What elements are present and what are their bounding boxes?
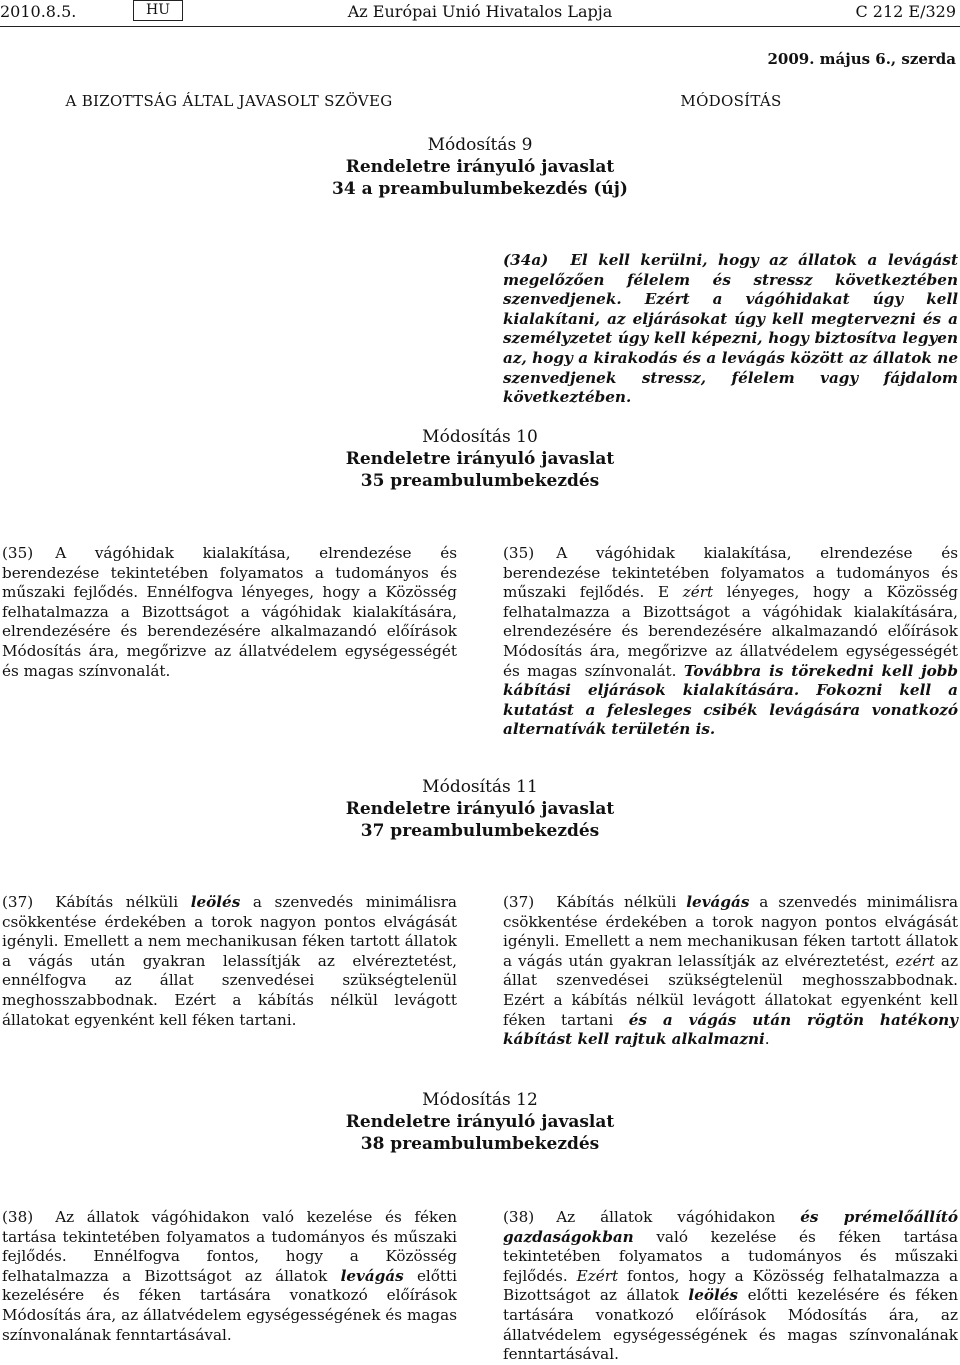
paragraph-number: (38) xyxy=(503,1208,535,1226)
amendment-subtitle: Rendeletre irányuló javaslat xyxy=(345,449,615,469)
column-header-left: A BIZOTTSÁG ÁLTAL JAVASOLT SZÖVEG xyxy=(65,92,393,110)
text-run: Továbbra is törekedni kell jobb kábítási eljárások kialakítására. Fokozni kell a kutatást a felesleges csibék levágására vonatkozó alternatívák területén is. xyxy=(503,661,958,739)
text-run: a szenvedés minimálisra csökkentése érdekében a torok nagyon pontos elvágását igényli. Emellett a nem mechanikusan féken tartott állatok a vágás után gyakran lelassítják az elvéreztetést, xyxy=(503,893,958,970)
text-run: Az állatok vágóhidakon való kezelése és féken tartása tekintetében folyamatos a tudományos és műszaki fejlődés. Ennélfogva fontos, hogy a Közösség felhatalmazza a Bizottságot az állatok xyxy=(2,1208,457,1285)
amendment-right-text xyxy=(503,893,958,1050)
text-run: El kell kerülni, hogy az állatok a levágást megelőzően félelem és stressz következtében szenvedjenek. Ezért a vágóhidakat úgy kell kialakítani, az eljárásokat úgy kell megtervezni és a személyzetet úgy kell képezni, hogy biztosítva legyen az, hogy a kirakodás és a levágás között az állatok ne szenvedjenek stressz, félelem vagy fájdalom következtében. xyxy=(503,251,958,407)
amendment-left-text xyxy=(2,544,457,681)
journal-reference: C 212 E/329 xyxy=(855,2,956,21)
text-run: levágás xyxy=(340,1266,404,1285)
text-run: az állat szenvedései szükségtelenül meghosszabbodnak. Ezért a kábítás nélkül levágott állatokat egyenként kell féken tartani xyxy=(503,951,958,1029)
text-run: előtti kezelésére és féken tartására vonatkozó előírások Módosítás ára, az állatvédelem egységességének és magas színvonalának fenntartásával. xyxy=(2,1266,457,1344)
text-run: A vágóhidak kialakítása, elrendezése és berendezése tekintetében folyamatos a tudományos és műszaki fejlődés. Ennélfogva lényeges, hogy a Közösség felhatalmazza a Bizottságot a vágóhidak kialakítására, elrendezésére és berendezésére alkalmazandó előírások Módosítás ára, megőrizve az állatvédelem egységességét és magas színvonalát. xyxy=(2,544,457,680)
amendment-subtitle: Rendeletre irányuló javaslat xyxy=(345,157,615,177)
amendment-subtitle: Rendeletre irányuló javaslat xyxy=(345,799,615,819)
session-date: 2009. május 6., szerda xyxy=(767,50,956,68)
amendment-title: Módosítás 9 xyxy=(427,135,533,155)
journal-title: Az Európai Unió Hivatalos Lapja xyxy=(347,2,613,21)
paragraph-number: (37) xyxy=(503,893,535,911)
column-header-right: MÓDOSÍTÁS xyxy=(680,92,782,110)
amendment-title: Módosítás 11 xyxy=(422,777,538,797)
text-run: leölés xyxy=(688,1286,738,1305)
header-date: 2010.8.5. xyxy=(0,2,77,21)
text-run: és prémelőállító gazdaságokban xyxy=(503,1208,958,1246)
amendment-target: 34 a preambulumbekezdés (új) xyxy=(332,179,628,199)
text-run: levágás xyxy=(686,893,750,911)
amendment-title: Módosítás 10 xyxy=(422,427,538,447)
text-run: A vágóhidak kialakítása, elrendezése és berendezése tekintetében folyamatos a tudományos és műszaki fejlődés. E xyxy=(503,544,958,602)
text-run: lényeges, hogy a Közösség felhatalmazza a Bizottságot a vágóhidak kialakítására, elrendezésére és berendezésére alkalmazandó előírások Módosítás ára, megőrizve az állatvédelem egységességét és magas színvonalát. xyxy=(503,583,958,680)
text-run: fontos, hogy a Közösség felhatalmazza a Bizottságot az állatok xyxy=(503,1266,958,1305)
text-run: Az állatok vágóhidakon xyxy=(556,1208,801,1226)
paragraph-number: (34a) xyxy=(503,251,549,269)
language-badge: HU xyxy=(133,0,183,21)
text-run: Kábítás nélküli xyxy=(556,893,687,911)
text-run: . xyxy=(764,1030,770,1049)
amendment-right-text xyxy=(503,544,958,740)
amendment-left-text xyxy=(2,893,457,1030)
text-run: előtti kezelésére és féken tartására vonatkozó előírások Módosítás ára, az állatvédelem egységességének és magas színvonalának fenntartásával. xyxy=(503,1286,958,1364)
amendment-subtitle: Rendeletre irányuló javaslat xyxy=(345,1112,615,1132)
text-run: való kezelése és féken tartása tekintetében folyamatos a tudományos és műszaki fejlődés. xyxy=(503,1227,958,1285)
text-run: zért xyxy=(669,583,714,602)
amendment-target: 38 preambulumbekezdés xyxy=(360,1134,600,1154)
text-run: Kábítás nélküli xyxy=(55,893,191,911)
paragraph-number: (35) xyxy=(2,544,34,562)
text-run: leölés xyxy=(190,893,241,911)
amendment-target: 37 preambulumbekezdés xyxy=(360,821,600,841)
paragraph-number: (37) xyxy=(2,893,34,911)
amendment-title: Módosítás 12 xyxy=(422,1090,538,1110)
amendment-right-text xyxy=(503,1208,958,1365)
text-run: a szenvedés minimálisra csökkentése érdekében a torok nagyon pontos elvágását igényli. Emellett a nem mechanikusan féken tartott állatok a vágás után gyakran lelassítják az elvéreztetést, ennélfogva az állat szenvedései szükségtelenül meghosszabbodnak. Ezért a kábítás nélkül levágott állatokat egyenként kell féken tartani. xyxy=(2,893,457,1029)
amendment-left-text xyxy=(2,1208,457,1345)
header-rule xyxy=(0,26,960,27)
amendment-target: 35 preambulumbekezdés xyxy=(360,471,600,491)
amendment-right-text xyxy=(503,251,958,408)
text-run: és a vágás után rögtön hatékony kábítást kell rajtuk alkalmazni xyxy=(503,1010,958,1049)
paragraph-number: (35) xyxy=(503,544,535,562)
paragraph-number: (38) xyxy=(2,1208,34,1226)
text-run: ezért xyxy=(895,951,935,970)
text-run: Ezért xyxy=(576,1266,619,1285)
